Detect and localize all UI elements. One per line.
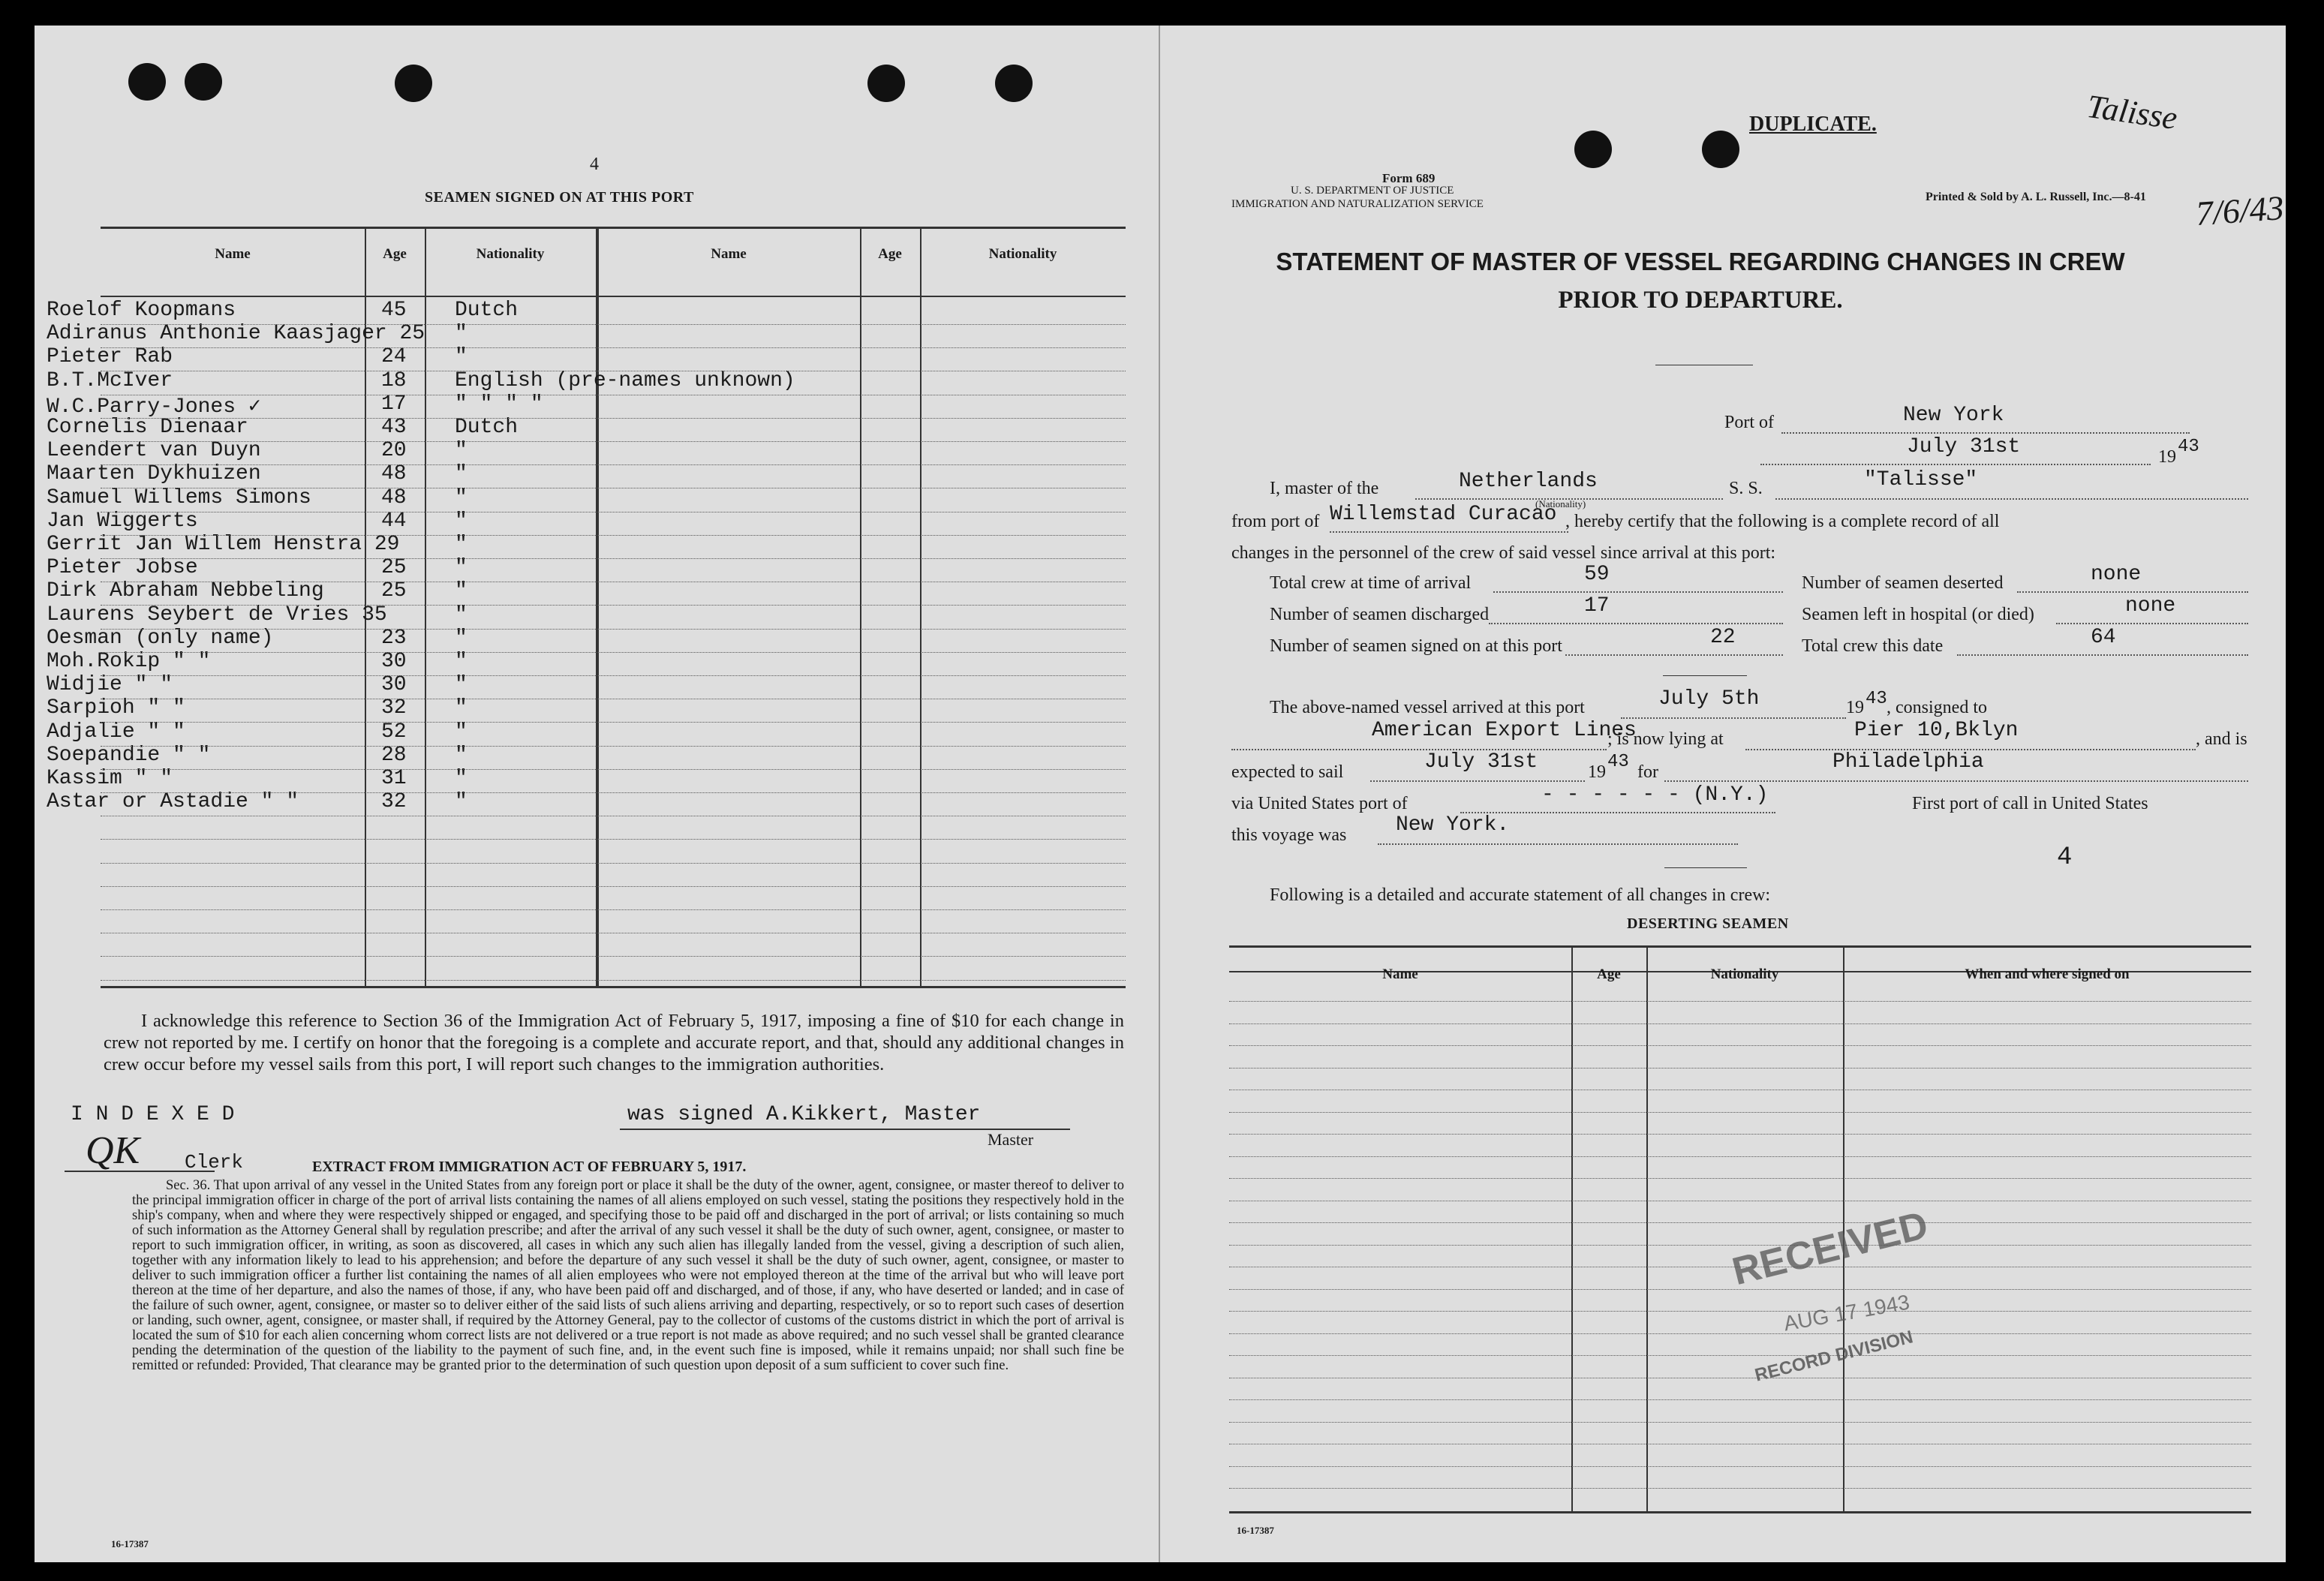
consignee-line — [1231, 749, 1607, 750]
binder-hole — [185, 63, 222, 101]
crew-age: 20 — [381, 439, 407, 463]
consignee-value: American Export Lines — [1372, 719, 1637, 742]
table-top-border — [101, 227, 1126, 229]
deserted-label: Number of seamen deserted — [1802, 573, 2004, 593]
crew-nationality: " — [455, 345, 468, 369]
crew-name: Kassim " " — [47, 767, 173, 790]
row-guide-line — [1229, 1023, 2251, 1024]
row-guide-line — [1229, 1311, 2251, 1312]
row-guide-line — [1229, 1112, 2251, 1113]
signed-value: 22 — [1710, 626, 1736, 649]
row-guide-line — [101, 675, 1126, 676]
deserting-table-bottom — [1229, 1511, 2251, 1513]
row-guide-line — [101, 839, 1126, 840]
crew-nationality: " — [455, 462, 468, 486]
crew-nationality: Dutch — [455, 416, 519, 439]
crew-age: 30 — [381, 650, 407, 673]
row-guide-line — [101, 629, 1126, 630]
row-guide-line — [101, 886, 1126, 887]
vessel-line — [1775, 498, 2248, 500]
crew-nationality: " — [455, 439, 468, 463]
crew-nationality: " — [455, 767, 468, 790]
row-guide-line — [101, 980, 1126, 981]
row-guide-line — [1229, 1466, 2251, 1467]
crew-nationality: " — [455, 509, 468, 533]
changes-text: changes in the personnel of the crew of said vessel since arrival at this port: — [1231, 543, 1776, 563]
deserting-title: DESERTING SEAMEN — [1627, 915, 1789, 932]
crew-name: Adiranus Anthonie Kaasjager 25 — [47, 322, 425, 346]
header-name-2: Name — [711, 246, 747, 262]
voyage-line — [1378, 843, 1738, 845]
duplicate-label: DUPLICATE. — [1749, 113, 1877, 136]
form-number: Form 689 — [1382, 171, 1436, 185]
header-age-2: Age — [878, 246, 902, 262]
crew-name: Moh.Rokip " " — [47, 650, 211, 673]
port-label: Port of — [1724, 413, 1774, 432]
crew-nationality: " — [455, 556, 468, 580]
hospital-label: Seamen left in hospital (or died) — [1802, 605, 2034, 624]
header-age: Age — [1597, 966, 1621, 982]
acknowledgement-text: I acknowledge this reference to Section 36 of the Immigration Act of February 5, 1917, imposing a fine of $10 for each change in crew not reported by me. I certify on honor that the foregoing is a complete and accurate report, and that, should any additional changes in crew occur before my vessel sails from this port, I will report such changes to the immigration authorities. — [104, 1011, 1124, 1075]
signed-label: Number of seamen signed on at this port — [1270, 636, 1562, 656]
printer-credit: Printed & Sold by A. L. Russell, Inc.—8-41 — [1926, 191, 2146, 203]
from-port-label: from port of — [1231, 512, 1320, 531]
discharged-label: Number of seamen discharged — [1270, 605, 1490, 624]
left-page — [35, 26, 1160, 1562]
row-guide-line — [101, 558, 1126, 559]
crew-name: Maarten Dykhuizen — [47, 462, 261, 486]
row-guide-line — [101, 347, 1126, 348]
via-value: - - - - - - (N.Y.) — [1541, 783, 1769, 807]
crew-name: Laurens Seybert de Vries 35 — [47, 603, 387, 627]
row-guide-line — [1229, 1355, 2251, 1356]
row-guide-line — [101, 464, 1126, 465]
column-divider — [425, 228, 426, 986]
port-line — [1781, 432, 2190, 434]
signed-line — [1565, 654, 1783, 656]
extract-text: Sec. 36. That upon arrival of any vessel in the United States from any foreign port or place it shall be the duty of the owner, agent, consignee, or master thereof to deliver to the principal immigration officer in charge of the port of arrival lists containing the names of all aliens employed on such vessel, stating the positions they respectively hold in the ship's company, when and where they were respectively shipped or engaged, and specifying those to be paid off and discharged in the port of arrival; or lists containing so much of such information as the Attorney General shall by regulation prescribe; and after the arrival of any such vessel it shall be the duty of such owner, agent, consignee, or master to report to such immigration officer, in writing, as soon as discovered, all cases in which any such alien has illegally landed from the vessel, giving a description of such alien, together with any information likely to lead to his apprehension; and before the departure of any such vessel it shall be the duty of such owner, agent, consignee, or master to deliver to such immigration officer a further list containing the names of all alien employees who were not employed thereon at the time of the arrival but who will leave port thereon at the time of her departure, and also the names of those, if any, who have been paid off and discharged, and of those, if any, who have deserted or landed; and in case of the failure of such owner, agent, consignee, or master so to deliver either of the said lists of such aliens arriving and departing, respectively, or so to report such cases of desertion or landing, such owner, agent, consignee, or master shall, if required by the Attorney General, pay to the collector of customs of the customs district in which the port of arrival is located the sum of $10 for each alien concerning whom correct lists are not delivered or a true report is not made as above required; and no such vessel shall be granted clearance pending the determination of the question of the liability to the payment of such fine, and, in the event such fine is imposed, while it remains unpaid; nor shall such fine be remitted or refunded: Provided, That clearance may be granted prior to the determination of such question upon deposit of a sum sufficient to cover such fine. — [132, 1178, 1124, 1373]
crew-age: 28 — [381, 743, 407, 767]
sail-date-value: July 31st — [1424, 750, 1538, 774]
deserting-table-top — [1229, 945, 2251, 948]
row-guide-line — [101, 909, 1126, 910]
crew-nationality: " — [455, 720, 468, 744]
year-prefix: 19 — [2158, 447, 2176, 467]
divider — [1663, 675, 1747, 676]
row-guide-line — [101, 418, 1126, 419]
crew-name: Cornelis Dienaar — [47, 416, 248, 439]
total-date-value: 64 — [2091, 626, 2116, 649]
crew-age: 48 — [381, 462, 407, 486]
crew-age: 18 — [381, 368, 407, 392]
row-guide-line — [101, 441, 1126, 442]
crew-nationality: " — [455, 790, 468, 814]
discharged-line — [1489, 623, 1783, 624]
crew-name: Widjie " " — [47, 673, 173, 697]
ss-label: S. S. — [1729, 479, 1763, 498]
row-guide-line — [1229, 1156, 2251, 1157]
row-guide-line — [1229, 1333, 2251, 1334]
section-title: SEAMEN SIGNED ON AT THIS PORT — [425, 189, 694, 206]
binder-hole — [995, 65, 1033, 102]
row-guide-line — [1229, 1045, 2251, 1046]
port-value: New York — [1903, 404, 2004, 427]
form-title-line2: PRIOR TO DEPARTURE. — [1558, 287, 1843, 314]
row-guide-line — [101, 769, 1126, 770]
record-division-stamp: RECORD DIVISION — [1752, 1327, 1915, 1386]
crew-nationality: " — [455, 485, 468, 509]
column-divider — [1571, 947, 1573, 1511]
table-bottom-border — [101, 986, 1126, 988]
master-caption: Master — [988, 1130, 1034, 1149]
header-name: Name — [1382, 966, 1418, 982]
crew-name: B.T.McIver — [47, 368, 173, 392]
crew-age: 48 — [381, 485, 407, 509]
arrived-value: July 5th — [1658, 687, 1760, 711]
page-number: 4 — [590, 155, 599, 174]
crew-nationality: " — [455, 533, 468, 556]
voyage-label: this voyage was — [1231, 825, 1347, 845]
year-value: 43 — [2178, 437, 2199, 457]
destination-line — [1664, 780, 2248, 782]
crew-name: Sarpioh " " — [47, 696, 185, 720]
crew-name: Oesman (only name) — [47, 626, 274, 650]
arrived-year: 43 — [1866, 689, 1887, 709]
first-port-value: New York. — [1396, 813, 1510, 837]
crew-nationality: " — [455, 696, 468, 720]
crew-age: 25 — [381, 579, 407, 603]
crew-name: Roelof Koopmans — [47, 299, 236, 322]
following-text: Following is a detailed and accurate statement of all changes in crew: — [1270, 885, 1771, 905]
crew-nationality: Dutch — [455, 299, 519, 322]
crew-age: 45 — [381, 299, 407, 322]
crew-nationality: " — [455, 603, 468, 627]
indexed-stamp: I N D E X E D — [71, 1103, 235, 1126]
crew-name: Jan Wiggerts — [47, 509, 198, 533]
hospital-value: none — [2125, 594, 2176, 618]
vessel-value: "Talisse" — [1864, 468, 1978, 491]
crew-age: 52 — [381, 720, 407, 744]
received-stamp: RECEIVED — [1727, 1203, 1932, 1294]
consigned-label: , consigned to — [1887, 698, 1987, 717]
form-code: 16-17387 — [1237, 1525, 1274, 1536]
via-label: via United States port of — [1231, 794, 1408, 813]
crew-nationality: English (pre-names unknown) — [455, 368, 795, 392]
row-guide-line — [1229, 1245, 2251, 1246]
department: U. S. DEPARTMENT OF JUSTICE — [1291, 185, 1454, 197]
row-guide-line — [1229, 1399, 2251, 1400]
arrived-label: The above-named vessel arrived at this port — [1270, 698, 1585, 717]
header-age: Age — [383, 246, 407, 262]
crew-age: 30 — [381, 673, 407, 697]
crew-age: 23 — [381, 626, 407, 650]
crew-nationality: " — [455, 626, 468, 650]
master-signature: was signed A.Kikkert, Master — [627, 1103, 981, 1126]
from-port-value: Willemstad Curacao — [1330, 503, 1557, 526]
certify-text: , hereby certify that the following is a complete record of all — [1565, 512, 2000, 531]
column-divider — [596, 228, 599, 986]
row-guide-line — [101, 324, 1126, 325]
header-name: Name — [215, 246, 251, 262]
form-code: 16-17387 — [111, 1538, 149, 1549]
from-port-line — [1330, 531, 1568, 533]
header-nationality: Nationality — [1710, 966, 1779, 982]
received-stamp-date: AUG 17 1943 — [1781, 1290, 1911, 1336]
divider — [1664, 867, 1747, 868]
crew-name: Leendert van Duyn — [47, 439, 261, 463]
extract-title: EXTRACT FROM IMMIGRATION ACT OF FEBRUARY 5, 1917. — [312, 1159, 747, 1175]
master-label: I, master of the — [1270, 479, 1379, 498]
crew-age: 25 — [381, 556, 407, 580]
crew-age: 43 — [381, 416, 407, 439]
column-divider — [1646, 947, 1648, 1511]
crew-nationality: " — [455, 579, 468, 603]
crew-nationality: " — [455, 650, 468, 673]
total-arrival-label: Total crew at time of arrival — [1270, 573, 1472, 593]
hospital-line — [2056, 623, 2248, 624]
row-guide-line — [101, 652, 1126, 653]
row-guide-line — [101, 746, 1126, 747]
clerk-label: Clerk — [185, 1151, 244, 1174]
total-arrival-line — [1493, 591, 1783, 593]
arrived-year-prefix: 19 — [1846, 698, 1864, 717]
row-guide-line — [1229, 1422, 2251, 1423]
sail-year: 43 — [1607, 752, 1629, 772]
crew-age: 17 — [381, 392, 407, 416]
crew-name: Pieter Rab — [47, 345, 173, 369]
row-guide-line — [1229, 1222, 2251, 1223]
first-port-label: First port of call in United States — [1912, 794, 2148, 813]
crew-name: Samuel Willems Simons — [47, 485, 311, 509]
total-arrival-value: 59 — [1584, 563, 1610, 586]
destination-value: Philadelphia — [1832, 750, 1984, 774]
crew-age: 24 — [381, 345, 407, 369]
crew-name: Soepandie " " — [47, 743, 211, 767]
row-guide-line — [101, 605, 1126, 606]
nationality-value: Netherlands — [1459, 470, 1598, 493]
discharged-value: 17 — [1584, 594, 1610, 618]
handwritten-date: 7/6/43 — [2194, 188, 2286, 233]
sail-year-prefix: 19 — [1588, 762, 1606, 782]
right-page — [1160, 26, 2286, 1562]
nationality-caption: (Nationality) — [1535, 498, 1586, 509]
clerk-initials: QK — [86, 1129, 140, 1172]
crew-name: Gerrit Jan Willem Henstra 29 — [47, 533, 400, 556]
sail-date-line — [1370, 780, 1585, 782]
crew-age: 44 — [381, 509, 407, 533]
binder-hole — [395, 65, 432, 102]
crew-age: 32 — [381, 790, 407, 814]
header-nationality-2: Nationality — [988, 246, 1057, 262]
lying-value: Pier 10,Bklyn — [1854, 719, 2019, 742]
expected-label: expected to sail — [1231, 762, 1344, 782]
date-line — [1760, 464, 2151, 465]
date-value: July 31st — [1907, 435, 2021, 458]
row-guide-line — [101, 863, 1126, 864]
crew-name: Pieter Jobse — [47, 556, 198, 580]
and-is-label: , and is — [2196, 729, 2247, 749]
crew-nationality: " " " " — [455, 392, 543, 416]
header-when-where: When and where signed on — [1965, 966, 2130, 982]
row-guide-line — [1229, 1178, 2251, 1179]
row-guide-line — [1229, 1488, 2251, 1489]
arrived-line — [1621, 717, 1846, 719]
row-guide-line — [1229, 1001, 2251, 1002]
for-label: for — [1637, 762, 1658, 782]
row-guide-line — [101, 535, 1126, 536]
binder-hole — [128, 63, 166, 101]
crew-name: Adjalie " " — [47, 720, 185, 744]
crew-name: W.C.Parry-Jones ✓ — [47, 395, 261, 419]
lying-label: ; is now lying at — [1607, 729, 1724, 749]
total-date-label: Total crew this date — [1802, 636, 1944, 656]
crew-nationality: " — [455, 673, 468, 697]
deserted-line — [2017, 591, 2248, 593]
service: IMMIGRATION AND NATURALIZATION SERVICE — [1231, 198, 1484, 210]
crew-nationality: " — [455, 322, 468, 346]
table-header-border — [101, 296, 1126, 297]
deserted-value: none — [2091, 563, 2142, 586]
binder-hole — [867, 65, 905, 102]
crew-name: Dirk Abraham Nebbeling — [47, 579, 324, 603]
row-guide-line — [101, 956, 1126, 957]
page-marker: 4 — [2057, 843, 2073, 872]
form-title-line1: STATEMENT OF MASTER OF VESSEL REGARDING CHANGES IN CREW — [1276, 248, 2125, 275]
crew-age: 31 — [381, 767, 407, 790]
row-guide-line — [101, 722, 1126, 723]
row-guide-line — [1229, 1134, 2251, 1135]
row-guide-line — [101, 792, 1126, 793]
crew-name: Astar or Astadie " " — [47, 790, 299, 814]
crew-nationality: " — [455, 743, 468, 767]
binder-hole — [1702, 131, 1739, 168]
handwritten-vessel-name: Talisse — [2085, 87, 2180, 137]
crew-age: 32 — [381, 696, 407, 720]
column-divider — [920, 228, 921, 986]
column-divider — [860, 228, 861, 986]
header-nationality: Nationality — [476, 246, 545, 262]
binder-hole — [1574, 131, 1612, 168]
total-date-line — [1957, 654, 2248, 656]
row-guide-line — [1229, 1068, 2251, 1069]
